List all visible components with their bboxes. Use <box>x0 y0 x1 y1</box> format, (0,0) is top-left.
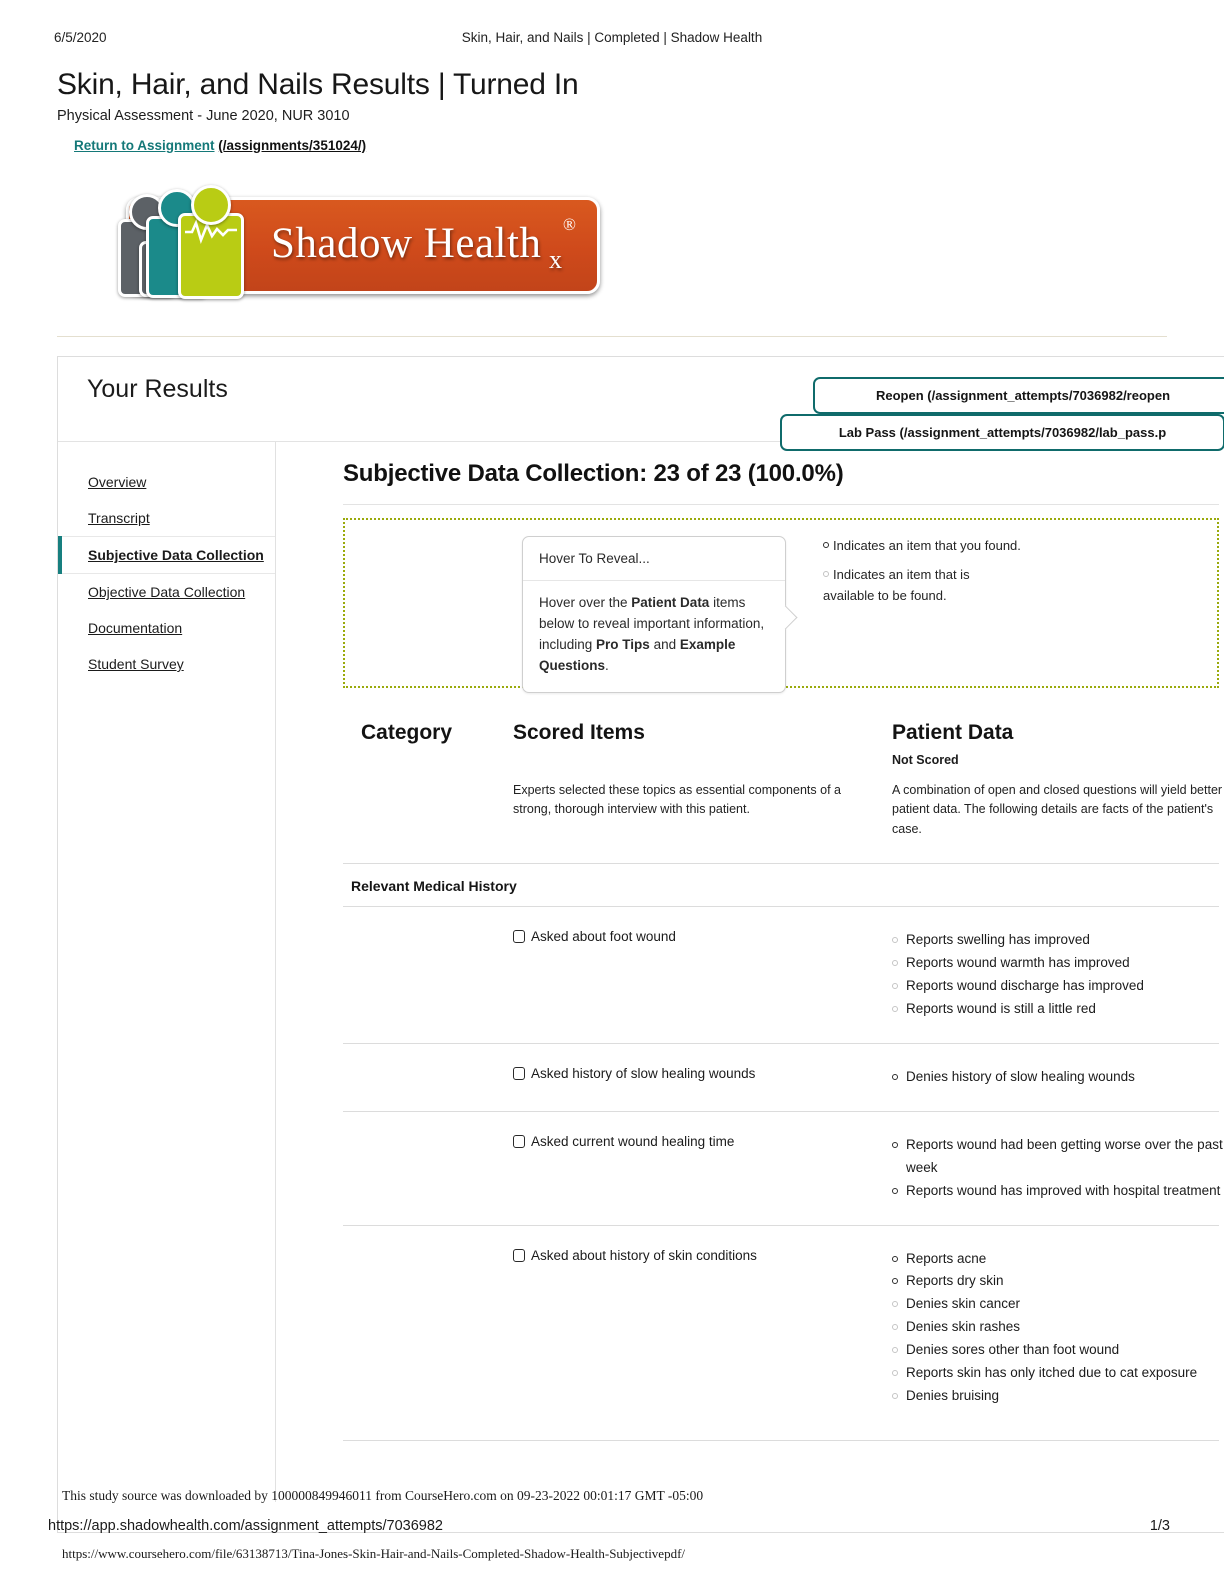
hover-to-reveal-popover <box>522 536 786 693</box>
table-row <box>343 1111 1223 1225</box>
popover-bold-pro-tips: Pro Tips <box>596 636 650 652</box>
legend-found-text: Indicates an item that you found. <box>833 538 1021 553</box>
patient-data-item[interactable]: Denies skin cancer <box>892 1293 1224 1316</box>
patient-data-item[interactable]: Reports wound discharge has improved <box>892 975 1224 998</box>
sidebar-item-documentation[interactable]: Documentation <box>88 620 183 636</box>
return-link-url[interactable]: (/assignments/351024/) <box>218 137 367 153</box>
results-panel-header <box>58 357 1224 442</box>
group-title-relevant-medical-history: Relevant Medical History <box>351 878 517 894</box>
patient-data-item[interactable]: Reports skin has only itched due to cat exposure <box>892 1362 1224 1385</box>
sidebar-item-overview[interactable]: Overview <box>88 474 147 490</box>
page-subtitle: Physical Assessment - June 2020, NUR 3010 <box>57 107 350 124</box>
scored-item-cell[interactable] <box>513 929 868 944</box>
column-header-patient-data: Patient Data <box>892 721 1014 744</box>
popover-bold-patient-data: Patient Data <box>631 595 710 610</box>
popover-text-3: and <box>649 636 680 652</box>
reveal-legend <box>823 536 1023 614</box>
column-header-category: Category <box>361 721 453 744</box>
footer-page-number: 1/3 <box>1149 1518 1170 1534</box>
column-desc-patient-data: A combination of open and closed questions will yield better patient data. The following details are facts of the patient's case. <box>892 783 1223 836</box>
patient-data-item[interactable]: Denies sores other than foot wound <box>892 1339 1224 1362</box>
your-results-heading: Your Results <box>87 375 228 403</box>
patient-data-cell <box>892 1248 1224 1409</box>
patient-data-cell <box>892 1134 1224 1203</box>
registered-trademark-icon: ® <box>563 215 576 234</box>
popover-text-1: Hover over the <box>539 595 632 610</box>
page-header <box>57 68 1167 153</box>
page-title: Skin, Hair, and Nails Results | Turned In <box>57 68 579 101</box>
legend-available-row <box>823 565 1023 607</box>
checkbox-icon[interactable] <box>513 930 525 943</box>
return-to-assignment-link[interactable] <box>74 138 1167 153</box>
column-desc-scored-items: Experts selected these topics as essential components of a strong, thorough interview with this patient. <box>513 783 841 817</box>
patient-data-item[interactable]: Reports wound has improved with hospital treatment <box>892 1180 1224 1203</box>
popover-header: Hover To Reveal... <box>523 537 785 581</box>
shadow-health-logo <box>108 183 598 303</box>
ekg-icon <box>181 216 241 296</box>
results-panel <box>57 356 1224 1533</box>
header-divider <box>57 336 1167 337</box>
print-doc-title: Skin, Hair, and Nails | Completed | Shadow Health <box>461 30 763 45</box>
available-indicator-icon <box>823 571 829 577</box>
section-title: Subjective Data Collection: 23 of 23 (100.0%) <box>343 460 844 487</box>
hover-reveal-zone <box>343 518 1219 688</box>
table-row <box>343 906 1219 1043</box>
results-sidebar <box>58 442 276 1502</box>
patient-data-cell <box>892 1066 1224 1089</box>
scored-item-label: Asked history of slow healing wounds <box>531 1065 756 1081</box>
lab-pass-button[interactable]: Lab Pass (/assignment_attempts/7036982/lab_pass.p <box>780 414 1224 451</box>
table-bottom-divider <box>343 1440 1219 1441</box>
patient-data-item[interactable]: Reports acne <box>892 1248 1224 1271</box>
column-header-scored-items: Scored Items <box>513 721 645 744</box>
popover-text-4: . <box>605 657 609 673</box>
patient-data-cell <box>892 929 1224 1021</box>
scored-item-cell[interactable] <box>513 1066 868 1081</box>
sidebar-item-subjective-data-collection[interactable]: Subjective Data Collection <box>58 536 275 574</box>
logo-wordmark: Shadow Health <box>271 220 542 267</box>
logo-figure-green-body <box>178 213 244 299</box>
footer-source-url: https://app.shadowhealth.com/assignment_attempts/7036982 <box>48 1518 443 1534</box>
sidebar-item-transcript[interactable]: Transcript <box>88 510 150 526</box>
scored-item-label: Asked about history of skin conditions <box>531 1247 757 1263</box>
patient-data-item[interactable]: Denies bruising <box>892 1385 1224 1408</box>
sidebar-item-objective-data-collection[interactable]: Objective Data Collection <box>88 584 246 600</box>
checkbox-icon[interactable] <box>513 1135 525 1148</box>
scored-item-cell[interactable] <box>513 1134 868 1149</box>
results-content <box>277 442 1224 1441</box>
section-divider <box>343 504 1219 505</box>
table-row <box>343 1225 1219 1431</box>
logo-figure-green-head <box>191 185 231 225</box>
scored-item-label: Asked current wound healing time <box>531 1133 735 1149</box>
reopen-button[interactable]: Reopen (/assignment_attempts/7036982/reopen <box>813 377 1224 414</box>
popover-text-2: items below to reveal important information, including <box>539 595 765 652</box>
found-indicator-icon <box>823 542 829 548</box>
patient-data-item[interactable]: Reports swelling has improved <box>892 929 1224 952</box>
scored-item-cell[interactable] <box>513 1248 868 1263</box>
patient-data-item[interactable]: Reports wound is still a little red <box>892 998 1224 1021</box>
return-link-label[interactable]: Return to Assignment <box>74 137 215 153</box>
patient-data-item[interactable]: Denies skin rashes <box>892 1316 1224 1339</box>
patient-data-item[interactable]: Reports dry skin <box>892 1270 1224 1293</box>
print-date: 6/5/2020 <box>54 30 107 45</box>
checkbox-icon[interactable] <box>513 1249 525 1262</box>
patient-data-item[interactable]: Reports wound warmth has improved <box>892 952 1224 975</box>
patient-data-item[interactable]: Denies history of slow healing wounds <box>892 1066 1224 1089</box>
logo-subscript-x: x <box>549 245 562 274</box>
popover-body <box>523 581 785 692</box>
popover-bold-example-questions: Example Questions <box>539 636 736 673</box>
column-subheader-not-scored: Not Scored <box>892 753 959 767</box>
coursehero-file-url: https://www.coursehero.com/file/63138713/Tina-Jones-Skin-Hair-and-Nails-Completed-Shadow-Health-Subjectivepdf/ <box>62 1546 686 1561</box>
column-headers <box>343 713 1223 863</box>
scored-item-label: Asked about foot wound <box>531 929 676 944</box>
patient-data-item[interactable]: Reports wound had been getting worse over the past week <box>892 1134 1224 1180</box>
table-row <box>343 1043 1219 1111</box>
legend-available-text: Indicates an item that is available to be found. <box>823 566 970 603</box>
sidebar-item-student-survey[interactable]: Student Survey <box>88 656 184 672</box>
legend-found-row <box>823 536 1023 557</box>
results-panel-body <box>58 442 1224 1532</box>
checkbox-icon[interactable] <box>513 1067 525 1080</box>
print-header <box>0 30 1224 48</box>
coursehero-download-note: This study source was downloaded by 100000849946011 from CourseHero.com on 09-23-2022 00:01:17 GMT -05:00 <box>62 1488 704 1503</box>
